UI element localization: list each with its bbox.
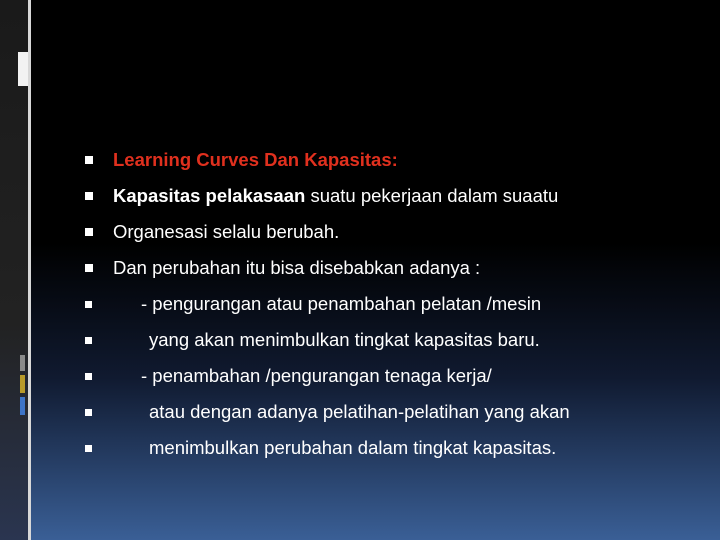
decorative-blue-bar	[20, 397, 25, 415]
square-bullet-icon	[85, 373, 92, 380]
square-bullet-icon	[85, 156, 93, 164]
bullet-item	[85, 142, 705, 178]
bullet-item	[85, 394, 705, 430]
bullet-text	[113, 214, 339, 250]
bullet-text	[141, 286, 541, 322]
bullet-text-part: Organesasi selalu berubah.	[113, 221, 340, 242]
bullet-text	[113, 142, 398, 178]
square-bullet-icon	[85, 409, 92, 416]
square-bullet-icon	[85, 228, 93, 236]
square-bullet-icon	[85, 192, 93, 200]
bullet-item	[85, 286, 705, 322]
bullet-item	[85, 214, 705, 250]
bullet-text-part: - penambahan /pengurangan tenaga kerja/	[141, 365, 492, 386]
bullet-text	[149, 322, 540, 358]
bullet-text-part: menimbulkan perubahan dalam tingkat kapasitas.	[149, 437, 557, 458]
bullet-text-part: - pengurangan atau penambahan pelatan /mesin	[141, 293, 542, 314]
bullet-text-part: yang akan menimbulkan tingkat kapasitas baru.	[149, 329, 540, 350]
square-bullet-icon	[85, 445, 92, 452]
square-bullet-icon	[85, 337, 92, 344]
bullet-text-part: Dan perubahan itu bisa disebabkan adanya :	[113, 257, 481, 278]
bullet-text	[113, 250, 480, 286]
square-bullet-icon	[85, 264, 93, 272]
bullet-item	[85, 322, 705, 358]
bullet-text	[141, 358, 492, 394]
decorative-white-bar	[18, 52, 28, 86]
decorative-gray-bar	[20, 355, 25, 371]
square-bullet-icon	[85, 301, 92, 308]
bullet-item	[85, 178, 705, 214]
bullet-item	[85, 358, 705, 394]
bullet-list	[85, 142, 705, 466]
bullet-text-part: atau dengan adanya pelatihan-pelatihan yang akan	[149, 401, 570, 422]
bullet-item	[85, 430, 705, 466]
bullet-text-part: suatu pekerjaan dalam suaatu	[305, 185, 559, 206]
decorative-gold-bar	[20, 375, 25, 393]
slide-heading: Learning Curves Dan Kapasitas:	[113, 149, 398, 170]
bullet-text	[149, 430, 556, 466]
bold-term: Kapasitas pelakasaan	[113, 185, 306, 206]
bullet-text	[113, 178, 558, 214]
bullet-item	[85, 250, 705, 286]
bullet-text	[149, 394, 570, 430]
